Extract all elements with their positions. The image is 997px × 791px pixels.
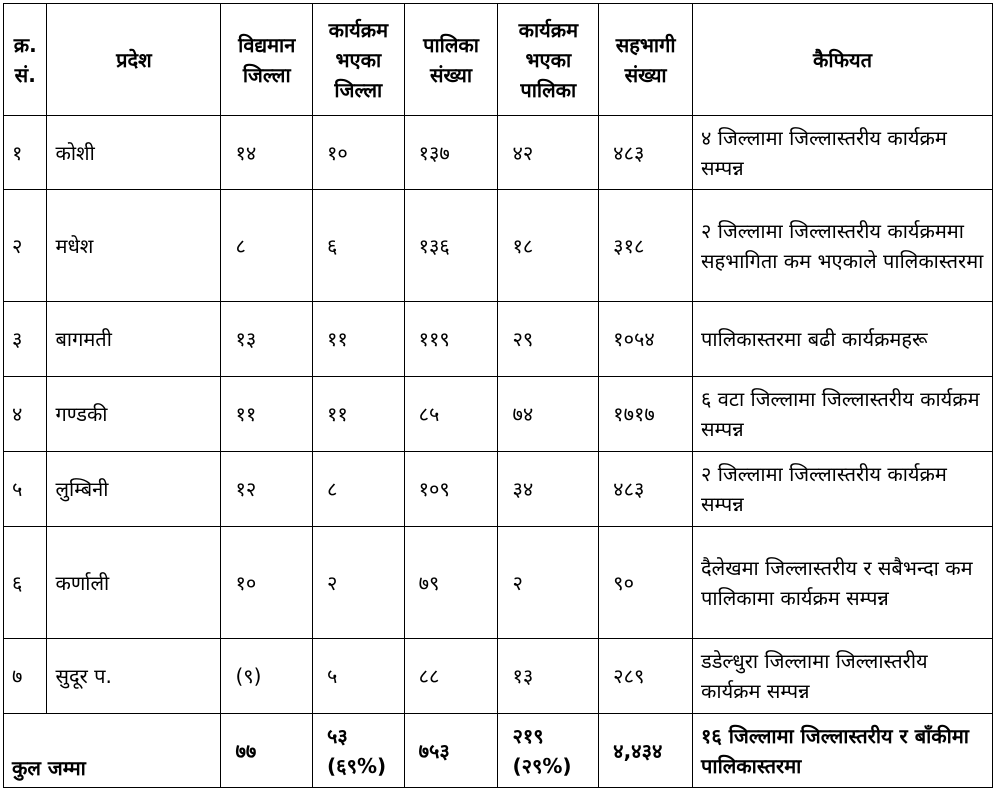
total-label: कुल जम्मा bbox=[4, 714, 221, 788]
total-program-palika: २१९ (२९%) bbox=[498, 714, 599, 788]
province-cell: गण्डकी bbox=[47, 377, 221, 452]
palika-cell: १३६ bbox=[404, 190, 498, 302]
header-participants: सहभागी संख्या bbox=[599, 4, 693, 116]
province-cell: लुम्बिनी bbox=[47, 452, 221, 527]
remark-cell: २ जिल्लामा जिल्लास्तरीय कार्यक्रम सम्पन्न bbox=[693, 452, 993, 527]
participants-cell: १०५४ bbox=[599, 302, 693, 377]
table-row bbox=[4, 190, 993, 302]
header-program-palika: कार्यक्रम भएका पालिका bbox=[498, 4, 599, 116]
province-cell: बागमती bbox=[47, 302, 221, 377]
header-row bbox=[4, 4, 993, 116]
remark-cell: ६ वटा जिल्लामा जिल्लास्तरीय कार्यक्रम सम्पन्न bbox=[693, 377, 993, 452]
palika-cell: ११९ bbox=[404, 302, 498, 377]
table-row bbox=[4, 302, 993, 377]
program-districts-cell: ५ bbox=[313, 639, 405, 714]
palika-cell: ८५ bbox=[404, 377, 498, 452]
serial-cell: ७ bbox=[4, 639, 47, 714]
program-palika-cell: २ bbox=[498, 527, 599, 639]
table-row bbox=[4, 116, 993, 190]
remark-cell: पालिकास्तरमा बढी कार्यक्रमहरू bbox=[693, 302, 993, 377]
palika-cell: ८८ bbox=[404, 639, 498, 714]
total-districts: ७७ bbox=[221, 714, 313, 788]
remark-cell: ४ जिल्लामा जिल्लास्तरीय कार्यक्रम सम्पन्न bbox=[693, 116, 993, 190]
program-districts-cell: ११ bbox=[313, 377, 405, 452]
remark-cell: २ जिल्लामा जिल्लास्तरीय कार्यक्रममा सहभागिता कम भएकाले पालिकास्तरमा bbox=[693, 190, 993, 302]
total-row bbox=[4, 714, 993, 788]
remark-cell: दैलेखमा जिल्लास्तरीय र सबैभन्दा कम पालिकामा कार्यक्रम सम्पन्न bbox=[693, 527, 993, 639]
program-palika-cell: १८ bbox=[498, 190, 599, 302]
program-palika-cell: ३४ bbox=[498, 452, 599, 527]
program-districts-cell: १० bbox=[313, 116, 405, 190]
header-program-districts: कार्यक्रम भएका जिल्ला bbox=[313, 4, 405, 116]
total-remark: १६ जिल्लामा जिल्लास्तरीय र बाँकीमा पालिकास्तरमा bbox=[693, 714, 993, 788]
districts-cell: १३ bbox=[221, 302, 313, 377]
serial-cell: ४ bbox=[4, 377, 47, 452]
province-cell: मधेश bbox=[47, 190, 221, 302]
total-participants: ४,४३४ bbox=[599, 714, 693, 788]
districts-cell: ८ bbox=[221, 190, 313, 302]
program-palika-cell: ७४ bbox=[498, 377, 599, 452]
serial-cell: २ bbox=[4, 190, 47, 302]
province-program-table bbox=[3, 3, 993, 788]
total-palika: ७५३ bbox=[404, 714, 498, 788]
program-districts-cell: ८ bbox=[313, 452, 405, 527]
palika-cell: ७९ bbox=[404, 527, 498, 639]
program-palika-cell: १३ bbox=[498, 639, 599, 714]
table-row bbox=[4, 639, 993, 714]
table-row bbox=[4, 377, 993, 452]
serial-cell: ५ bbox=[4, 452, 47, 527]
header-serial: क्र. सं. bbox=[4, 4, 47, 116]
palika-cell: १३७ bbox=[404, 116, 498, 190]
province-cell: कर्णाली bbox=[47, 527, 221, 639]
province-cell: कोशी bbox=[47, 116, 221, 190]
province-cell: सुदूर प. bbox=[47, 639, 221, 714]
header-province: प्रदेश bbox=[47, 4, 221, 116]
serial-cell: १ bbox=[4, 116, 47, 190]
program-districts-cell: २ bbox=[313, 527, 405, 639]
header-remarks: कैफियत bbox=[693, 4, 993, 116]
participants-cell: २८९ bbox=[599, 639, 693, 714]
participants-cell: १७१७ bbox=[599, 377, 693, 452]
districts-cell: (९) bbox=[221, 639, 313, 714]
participants-cell: ४८३ bbox=[599, 116, 693, 190]
districts-cell: ११ bbox=[221, 377, 313, 452]
header-existing-districts: विद्यमान जिल्ला bbox=[221, 4, 313, 116]
program-palika-cell: ४२ bbox=[498, 116, 599, 190]
districts-cell: १२ bbox=[221, 452, 313, 527]
table-row bbox=[4, 527, 993, 639]
table-row bbox=[4, 452, 993, 527]
program-districts-cell: ६ bbox=[313, 190, 405, 302]
header-palika-count: पालिका संख्या bbox=[404, 4, 498, 116]
serial-cell: ६ bbox=[4, 527, 47, 639]
participants-cell: ३१८ bbox=[599, 190, 693, 302]
program-palika-cell: २९ bbox=[498, 302, 599, 377]
participants-cell: ९० bbox=[599, 527, 693, 639]
districts-cell: १४ bbox=[221, 116, 313, 190]
program-districts-cell: ११ bbox=[313, 302, 405, 377]
remark-cell: डडेल्धुरा जिल्लामा जिल्लास्तरीय कार्यक्रम सम्पन्न bbox=[693, 639, 993, 714]
palika-cell: १०९ bbox=[404, 452, 498, 527]
serial-cell: ३ bbox=[4, 302, 47, 377]
total-program-districts: ५३ (६९%) bbox=[313, 714, 405, 788]
districts-cell: १० bbox=[221, 527, 313, 639]
participants-cell: ४८३ bbox=[599, 452, 693, 527]
